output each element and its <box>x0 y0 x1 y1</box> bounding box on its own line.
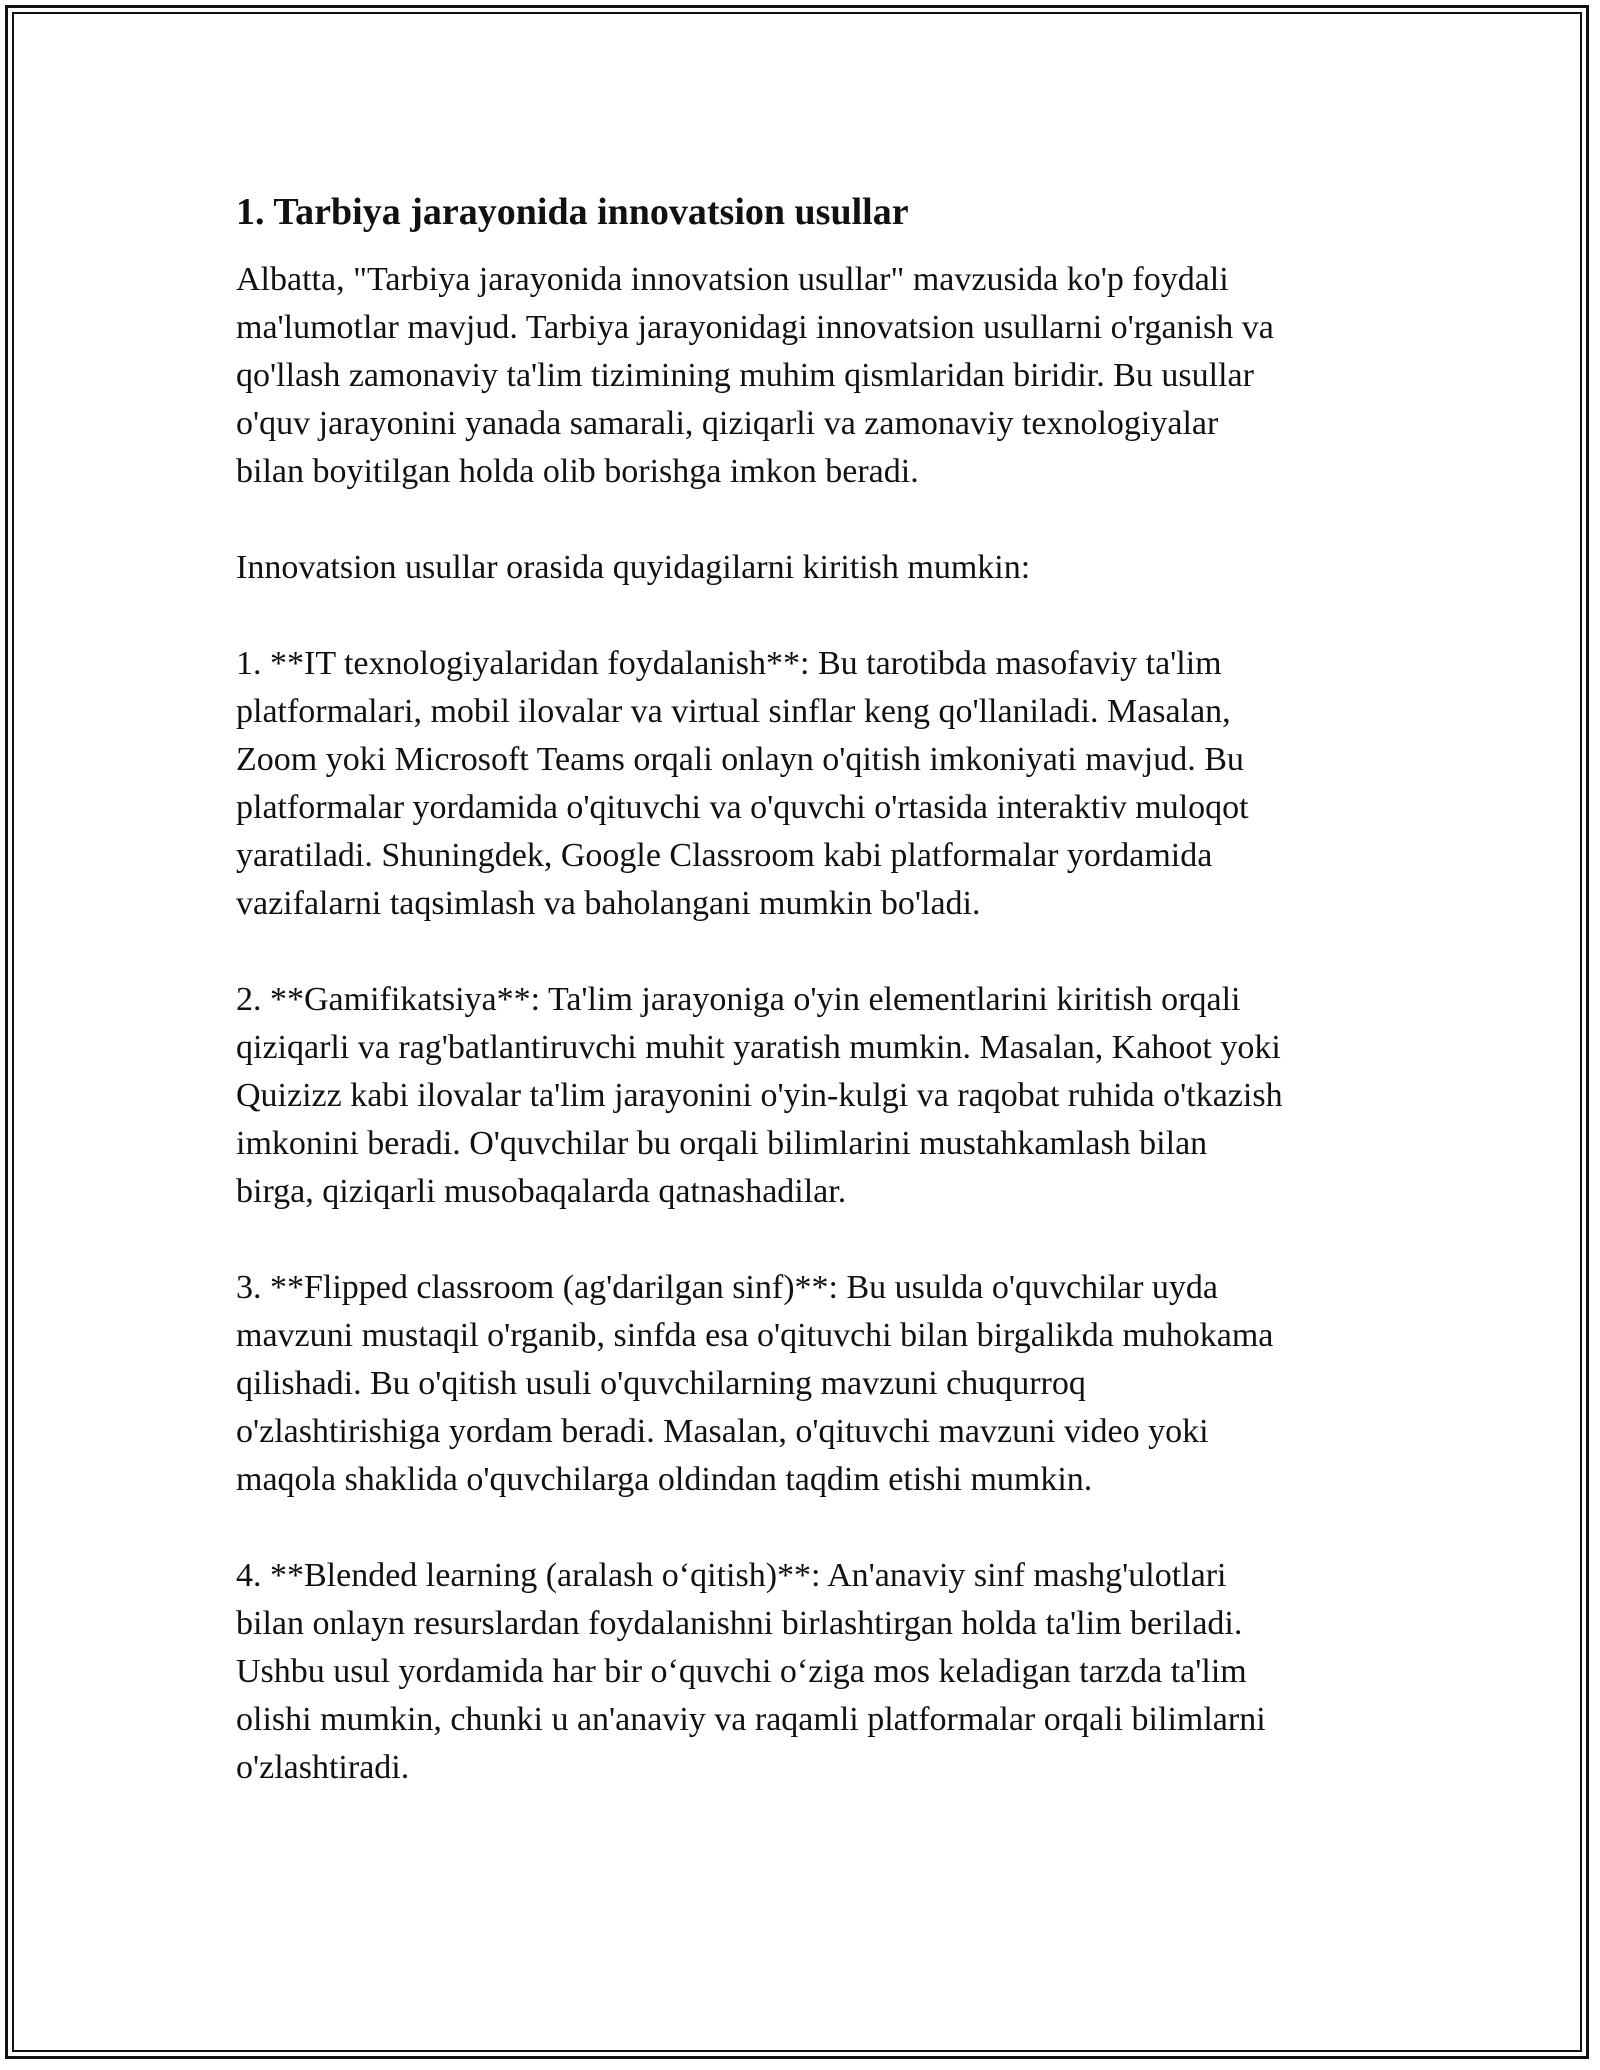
document-body <box>236 188 1366 1792</box>
list-item-blended-learning: 4. **Blended learning (aralash o‘qitish)**: An'anaviy sinf mashg'ulotlari bilan onlayn resurslardan foydalanishni birlashtirgan holda ta'lim beriladi. Ushbu usul yordamida har bir o‘quvchi o‘ziga mos keladigan tarzda ta'lim olishi mumkin, chunki u an'anaviy va raqamli platformalar orqali bilimlarni o'zlashtiradi. <box>236 1557 1266 1786</box>
list-item-gamification: 2. **Gamifikatsiya**: Ta'lim jarayoniga o'yin elementlarini kiritish orqali qiziqarli va rag'batlantiruvchi muhit yaratish mumkin. Masalan, Kahoot yoki Quizizz kabi ilovalar ta'lim jarayonini o'yin-kulgi va raqobat ruhida o'tkazish imkonini beradi. O'quvchilar bu orqali bilimlarini mustahkamlash bilan birga, qiziqarli musobaqalarda qatnashadilar. <box>236 981 1283 1210</box>
intro-paragraph: Albatta, "Tarbiya jarayonida innovatsion usullar" mavzusida ko'p foydali ma'lumotlar mavjud. Tarbiya jarayonidagi innovatsion usullarni o'rganish va qo'llash zamonaviy ta'lim tizimining muhim qismlaridan biridir. Bu usullar o'quv jarayonini yanada samarali, qiziqarli va zamonaviy texnologiyalar bilan boyitilgan holda olib borishga imkon beradi. <box>236 261 1274 490</box>
list-item-flipped-classroom: 3. **Flipped classroom (ag'darilgan sinf)**: Bu usulda o'quvchilar uyda mavzuni mustaqil o'rganib, sinfda esa o'qituvchi bilan birgalikda muhokama qilishadi. Bu o'qitish usuli o'quvchilarning mavzuni chuqurroq o'zlashtirishiga yordam beradi. Masalan, o'qituvchi mavzuni video yoki maqola shaklida o'quvchilarga oldindan taqdim etishi mumkin. <box>236 1269 1274 1498</box>
list-item-it-technologies: 1. **IT texnologiyalaridan foydalanish**: Bu tarotibda masofaviy ta'lim platformalari, mobil ilovalar va virtual sinflar keng qo'llaniladi. Masalan, Zoom yoki Microsoft Teams orqali onlayn o'qitish imkoniyati mavjud. Bu platformalar yordamida o'qituvchi va o'quvchi o'rtasida interaktiv muloqot yaratiladi. Shuningdek, Google Classroom kabi platformalar yordamida vazifalarni taqsimlash va baholangani mumkin bo'ladi. <box>236 645 1249 922</box>
lead-paragraph: Innovatsion usullar orasida quyidagilarni kiritish mumkin: <box>236 549 1031 586</box>
section-heading: 1. Tarbiya jarayonida innovatsion usullar <box>236 191 909 233</box>
